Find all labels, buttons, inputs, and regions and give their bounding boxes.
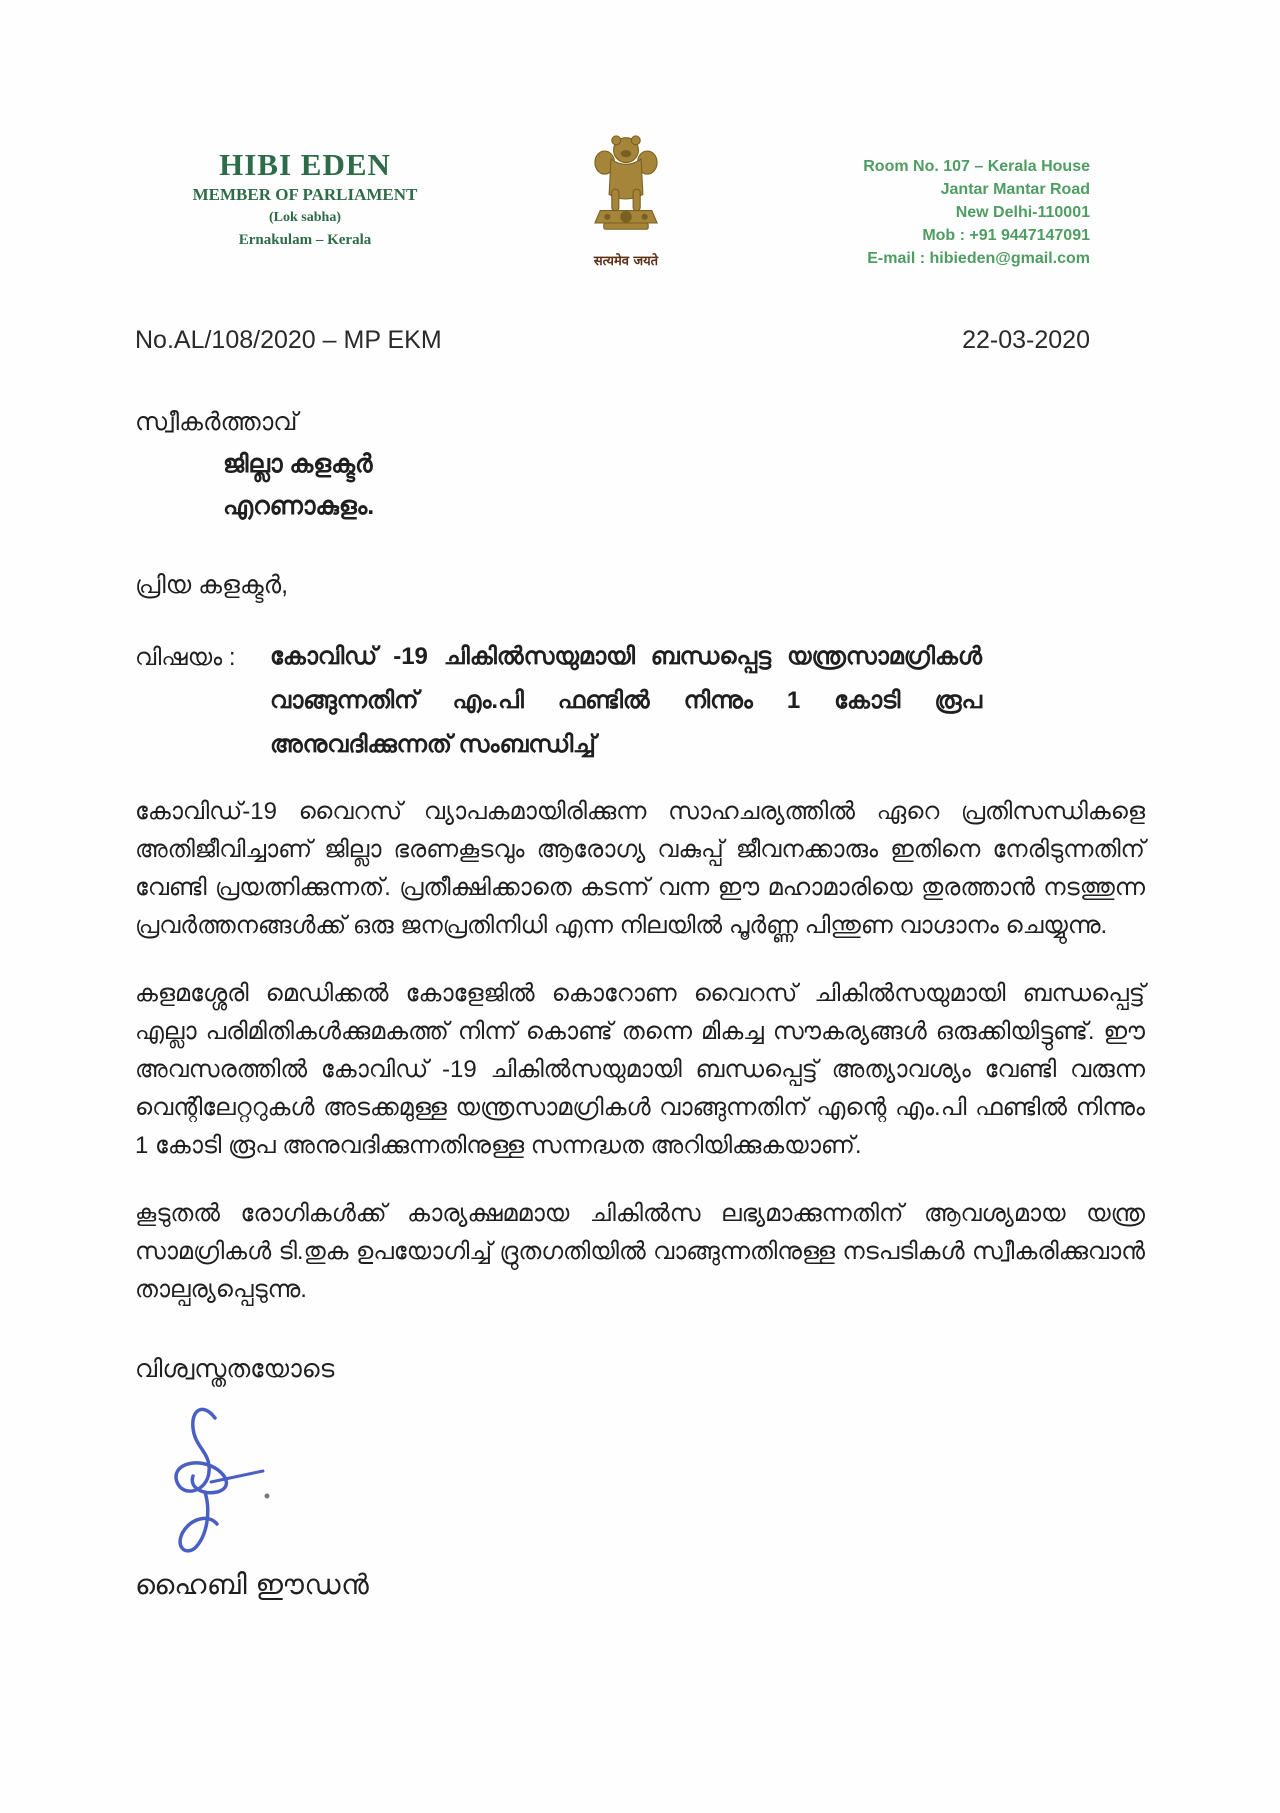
recipient-name: ജില്ലാ കളക്ടർ (223, 450, 373, 478)
subject-text: കോവിഡ് -19 ചികിൽസയുമായി ബന്ധപ്പെട്ട യന്ത്രസാമഗ്രികൾ വാങ്ങുന്നതിന് എം.പി ഫണ്ടിൽ നിന്നും 1 കോടി രൂപ അനുവദിക്കുന്നത് സംബന്ധിച്ച് (270, 643, 982, 758)
sender-title: MEMBER OF PARLIAMENT (192, 185, 418, 204)
recipient-place: എറണാകുളം. (223, 492, 375, 520)
recipient-label: സ്വീകർത്താവ് (135, 408, 298, 436)
body-paragraph-1: കോവിഡ്-19 വൈറസ് വ്യാപകമായിരിക്കുന്ന സാഹചര്യത്തിൽ ഏറെ പ്രതിസന്ധികളെ അതിജീവിച്ചാണ് ജില്ലാ ഭരണകൂടവും ആരോഗ്യ വകുപ്പ് ജീവനക്കാരും ഇതിനെ നേരിടുന്നതിന് വേണ്ടി പ്രയത്നിക്കുന്നത്. പ്രതീക്ഷിക്കാതെ കടന്ന് വന്ന ഈ മഹാമാരിയെ തുരത്താൻ നടത്തുന്ന പ്രവർത്തനങ്ങൾക്ക് ഒരു ജനപ്രതിനിധി എന്ന നിലയിൽ പൂർണ്ണ പിന്തുണ വാഗ്ദാനം ചെയ്യുന്നു. (135, 798, 1145, 939)
subject-block (135, 644, 1145, 767)
reference-number: No.AL/108/2020 – MP EKM (135, 326, 442, 354)
address-line: Jantar Mantar Road (940, 181, 1090, 198)
recipient-block (135, 401, 1145, 527)
handwritten-signature (153, 1400, 303, 1565)
address-line: Mob : +91 9447147091 (922, 227, 1090, 244)
valediction: വിശ്വസ്തതയോടെ (135, 1355, 335, 1383)
subject-label: വിഷയം : (135, 644, 236, 671)
emblem-motto: सत्यमेव जयते (593, 254, 659, 269)
body-paragraph-2: കളമശ്ശേരി മെഡിക്കൽ കോളേജിൽ കൊറോണ വൈറസ് ചികിൽസയുമായി ബന്ധപ്പെട്ട് എല്ലാ പരിമിതികൾക്കുമകത്ത് നിന്ന് കൊണ്ട് തന്നെ മികച്ച സൗകര്യങ്ങൾ ഒരുക്കിയിട്ടുണ്ട്. ഈ അവസരത്തിൽ കോവിഡ് -19 ചികിൽസയുമായി ബന്ധപ്പെട്ട് അത്യാവശ്യം വേണ്ടി വരുന്ന വെന്റിലേറ്ററുകൾ അടക്കമുള്ള യന്ത്രസാമഗ്രികൾ വാങ്ങുന്നതിന് എന്റെ എം.പി ഫണ്ടിൽ നിന്നും 1 കോടി രൂപ അനുവദിക്കുന്നതിനുള്ള സന്നദ്ധത അറിയിക്കുകയാണ്. (135, 980, 1145, 1159)
address-line: E-mail : hibieden@gmail.com (867, 250, 1090, 267)
reference-row (135, 326, 1145, 355)
sender-name: HIBI EDEN (219, 147, 391, 182)
letter-date: 22-03-2020 (962, 326, 1090, 354)
signatory-name: ഹൈബി ഈഡൻ (135, 1569, 370, 1600)
sender-constituency: Ernakulam – Kerala (238, 232, 372, 248)
salutation: പ്രിയ കളക്ടർ, (135, 571, 289, 599)
signature-icon (153, 1552, 303, 1569)
letter-content (135, 0, 1145, 1602)
body-paragraph-3: കൂടുതൽ രോഗികൾക്ക് കാര്യക്ഷമമായ ചികിൽസ ലഭ്യമാക്കുന്നതിന് ആവശ്യമായ യന്ത്ര സാമഗ്രികൾ ടി.തുക ഉപയോഗിച്ച് ദ്രുതഗതിയിൽ വാങ്ങുന്നതിനുള്ള നടപടികൾ സ്വീകരിക്കുവാൻ താല്പര്യപ്പെടുന്നു. (135, 1200, 1145, 1303)
address-line: Room No. 107 – Kerala House (863, 158, 1090, 175)
sender-house: (Lok sabha) (269, 210, 341, 225)
address-line: New Delhi-110001 (955, 204, 1090, 221)
